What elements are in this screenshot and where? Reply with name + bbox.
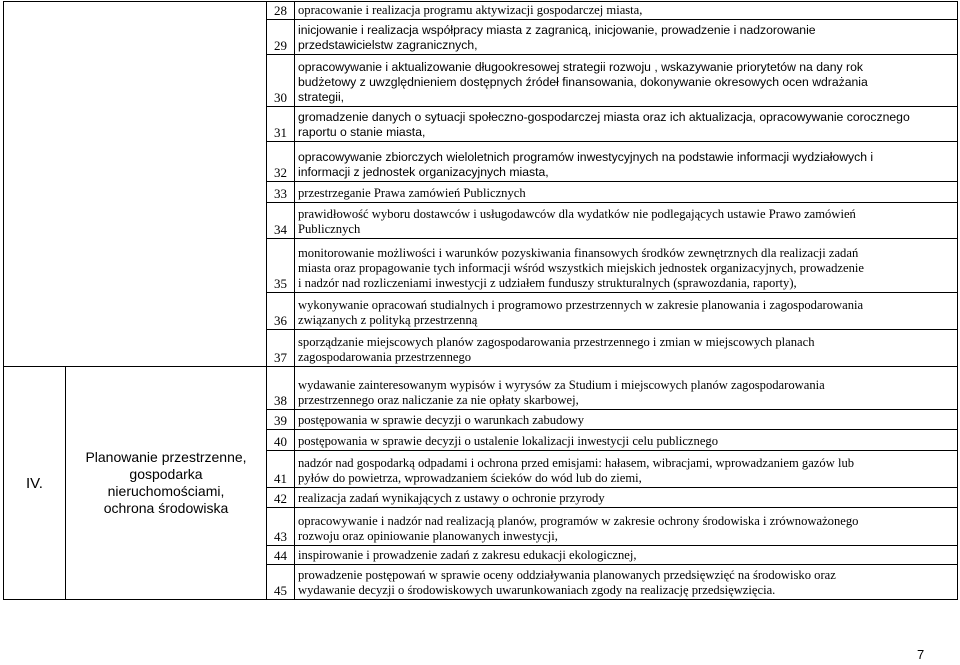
- description-line: prawidłowość wyboru dostawców i usługodawców dla wydatków nie podlegających ustawie Prawo zamówień: [298, 207, 856, 221]
- row-description: [295, 546, 958, 565]
- description-line: nadzór nad gospodarką odpadami i ochrona przed emisjami: hałasem, wibracjami, wprowadzaniem gazów lub: [298, 456, 855, 470]
- duties-table: [3, 1, 958, 600]
- row-description: [295, 508, 958, 546]
- row-number: 37: [267, 330, 295, 367]
- row-description: [295, 430, 958, 451]
- row-number: 34: [267, 203, 295, 239]
- row-number: 44: [267, 546, 295, 565]
- table-row: [4, 367, 958, 410]
- row-description: [295, 107, 958, 142]
- row-number: 45: [267, 565, 295, 600]
- description-line: strategii,: [298, 90, 345, 104]
- row-description: [295, 239, 958, 293]
- row-description: [295, 203, 958, 239]
- section-area-line: nieruchomościami,: [107, 483, 225, 499]
- row-number: 31: [267, 107, 295, 142]
- row-number: 33: [267, 182, 295, 203]
- duties-table-body: [4, 2, 958, 600]
- section-number: IV.: [4, 367, 66, 600]
- description-line: zagospodarowania przestrzennego: [298, 350, 472, 364]
- row-number: 30: [267, 55, 295, 107]
- description-line: wydawanie decyzji o środowiskowych uwarunkowaniach zgody na realizację przedsięwzięcia.: [298, 583, 776, 597]
- row-number: 41: [267, 451, 295, 488]
- description-line: wydawanie zainteresowanym wypisów i wyrysów za Studium i miejscowych planów zagospodarowania: [298, 378, 825, 392]
- description-line: i nadzór nad rozliczeniami inwestycji z udziałem funduszy strukturalnych (sprawozdania, raporty),: [298, 276, 797, 290]
- description-line: monitorowanie możliwości i warunków pozyskiwania finansowych środków zewnętrznych dla realizacji zadań: [298, 246, 859, 260]
- description-line: związanych z polityką przestrzenną: [298, 313, 478, 327]
- description-line: informacji z jednostek organizacyjnych miasta,: [298, 165, 549, 179]
- description-line: rozwoju oraz opiniowanie planowanych inwestycji,: [298, 529, 558, 543]
- row-number: 36: [267, 293, 295, 330]
- row-number: 43: [267, 508, 295, 546]
- row-number: 42: [267, 488, 295, 508]
- row-description: [295, 410, 958, 430]
- section-area-line: Planowanie przestrzenne,: [85, 449, 247, 465]
- description-line: pyłów do powietrza, wprowadzaniem ścieków do wód lub do ziemi,: [298, 471, 642, 485]
- row-description: [295, 367, 958, 410]
- description-line: inicjowanie i realizacja współpracy miasta z zagranicą, inicjowanie, prowadzenie i nadzorowanie: [298, 23, 816, 37]
- description-line: inspirowanie i prowadzenie zadań z zakresu edukacji ekologicznej,: [298, 548, 637, 562]
- description-line: realizacja zadań wynikających z ustawy o ochronie przyrody: [298, 491, 605, 505]
- description-line: prowadzenie postępowań w sprawie oceny oddziaływania planowanych przedsięwzięć na środowisko oraz: [298, 568, 836, 582]
- description-line: sporządzanie miejscowych planów zagospodarowania przestrzennego i zmian w miejscowych planach: [298, 335, 815, 349]
- description-line: opracowywanie i nadzór nad realizacją planów, programów w zakresie ochrony środowiska i zrównoważonego: [298, 514, 859, 528]
- row-number: 38: [267, 367, 295, 410]
- row-number: 35: [267, 239, 295, 293]
- description-line: miasta oraz propagowanie tych informacji wśród wszystkich miejskich jednostek organizacyjnych, prowadzenie: [298, 261, 864, 275]
- description-line: przedstawicielstw zagranicznych,: [298, 38, 478, 52]
- description-line: raportu o stanie miasta,: [298, 125, 426, 139]
- row-description: [295, 182, 958, 203]
- description-line: opracowywanie zbiorczych wieloletnich programów inwestycyjnych na podstawie informacji wydziałowych i: [298, 150, 874, 164]
- section-blank-cell: [4, 2, 267, 367]
- page-number: 7: [917, 647, 925, 662]
- row-description: [295, 330, 958, 367]
- row-number: 39: [267, 410, 295, 430]
- row-description: [295, 451, 958, 488]
- table-row: [4, 2, 958, 20]
- section-area-title: [66, 367, 267, 600]
- description-line: przestrzeganie Prawa zamówień Publicznych: [298, 186, 526, 200]
- section-area-line: gospodarka: [129, 466, 203, 482]
- description-line: wykonywanie opracowań studialnych i programowo przestrzennych w zakresie planowania i zagospodarowania: [298, 298, 864, 312]
- row-description: [295, 142, 958, 182]
- description-line: postępowania w sprawie decyzji o warunkach zabudowy: [298, 413, 585, 427]
- row-description: [295, 488, 958, 508]
- description-line: budżetowy z uwzględnieniem dostępnych źródeł finansowania, dokonywanie okresowych ocen wdrażania: [298, 75, 868, 89]
- section-area-line: ochrona środowiska: [103, 500, 229, 516]
- description-line: gromadzenie danych o sytuacji społeczno-gospodarczej miasta oraz ich aktualizacja, opracowywanie corocznego: [298, 110, 910, 124]
- row-number: 28: [267, 2, 295, 20]
- row-number: 40: [267, 430, 295, 451]
- row-description: [295, 565, 958, 600]
- description-line: opracowywanie i aktualizowanie długookresowej strategii rozwoju , wskazywanie priorytetów na dany rok: [298, 60, 863, 74]
- description-line: postępowania w sprawie decyzji o ustalenie lokalizacji inwestycji celu publicznego: [298, 434, 718, 448]
- row-number: 32: [267, 142, 295, 182]
- row-description: [295, 2, 958, 20]
- row-description: [295, 55, 958, 107]
- description-line: przestrzennego oraz naliczanie za nie opłaty skarbowej,: [298, 393, 579, 407]
- row-description: [295, 293, 958, 330]
- row-description: [295, 20, 958, 55]
- description-line: Publicznych: [298, 222, 361, 236]
- description-line: opracowanie i realizacja programu aktywizacji gospodarczej miasta,: [298, 3, 643, 17]
- row-number: 29: [267, 20, 295, 55]
